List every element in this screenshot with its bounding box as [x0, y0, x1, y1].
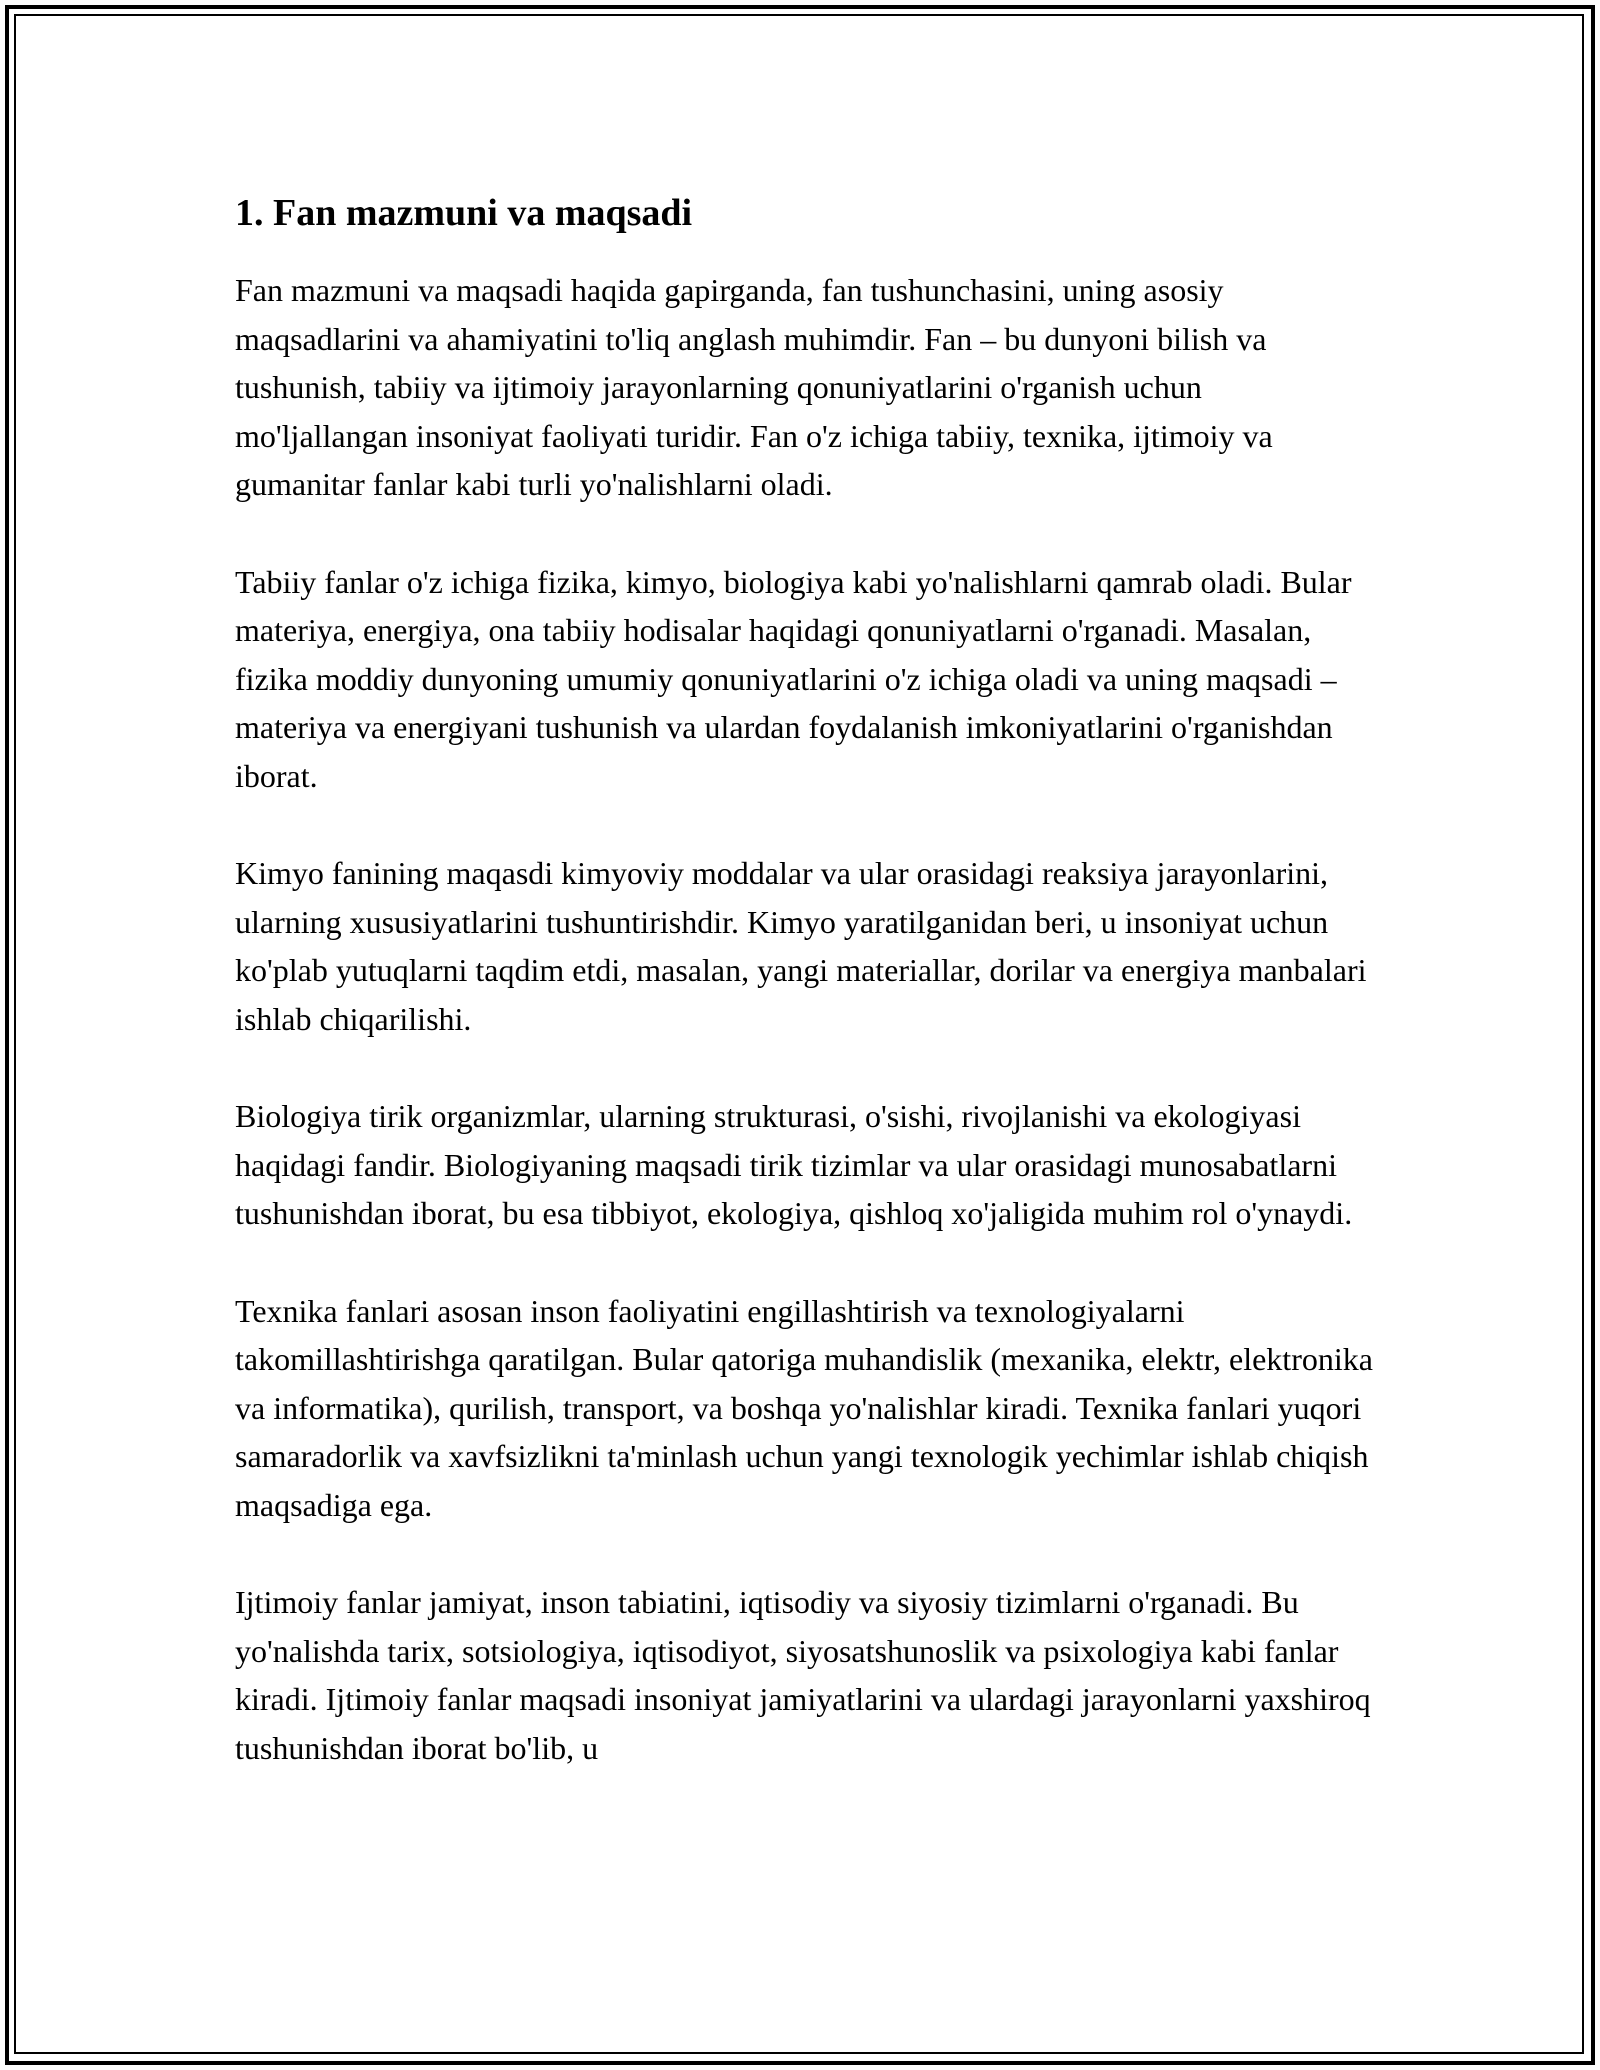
- document-body: [235, 186, 1375, 1821]
- paragraph-intro: Fan mazmuni va maqsadi haqida gapirganda, fan tushunchasini, uning asosiy maqsadlarini va ahamiyatini to'liq anglash muhimdir. Fan – bu dunyoni bilish va tushunish, tabiiy va ijtimoiy jarayonlarning qonuniyatlarini o'rganish uchun mo'ljallangan insoniyat faoliyati turidir. Fan o'z ichiga tabiiy, texnika, ijtimoiy va gumanitar fanlar kabi turli yo'nalishlarni oladi.: [235, 272, 1273, 502]
- section-heading: 1. Fan mazmuni va maqsadi: [235, 192, 693, 234]
- paragraph-social-sciences: Ijtimoiy fanlar jamiyat, inson tabiatini, iqtisodiy va siyosiy tizimlarni o'rganadi. Bu yo'nalishda tarix, sotsiologiya, iqtisodiyot, siyosatshunoslik va psixologiya kabi fanlar kiradi. Ijtimoiy fanlar maqsadi insoniyat jamiyatlarini va ulardagi jarayonlarni yaxshiroq tushunishdan iborat bo'lib, u: [235, 1584, 1371, 1766]
- paragraph-biology: Biologiya tirik organizmlar, ularning strukturasi, o'sishi, rivojlanishi va ekologiyasi haqidagi fandir. Biologiyaning maqsadi tirik tizimlar va ular orasidagi munosabatlarni tushunishdan iborat, bu esa tibbiyot, ekologiya, qishloq xo'jaligida muhim rol o'ynaydi.: [235, 1098, 1353, 1231]
- paragraph-technical-sciences: Texnika fanlari asosan inson faoliyatini engillashtirish va texnologiyalarni takomillashtirishga qaratilgan. Bular qatoriga muhandislik (mexanika, elektr, elektronika va informatika), qurilish, transport, va boshqa yo'nalishlar kiradi. Texnika fanlari yuqori samaradorlik va xavfsizlikni ta'minlash uchun yangi texnologik yechimlar ishlab chiqish maqsadiga ega.: [235, 1292, 1373, 1523]
- paragraph-natural-sciences: Tabiiy fanlar o'z ichiga fizika, kimyo, biologiya kabi yo'nalishlarni qamrab oladi. Bular materiya, energiya, ona tabiiy hodisalar haqidagi qonuniyatlarni o'rganadi. Masalan, fizika moddiy dunyoning umumiy qonuniyatlarini o'z ichiga oladi va uning maqsadi – materiya va energiyani tushunish va ulardan foydalanish imkoniyatlarini o'rganishdan iborat.: [235, 563, 1352, 794]
- paragraph-chemistry: Kimyo fanining maqasdi kimyoviy moddalar va ular orasidagi reaksiya jarayonlarini, ularning xususiyatlarini tushuntirishdir. Kimyo yaratilganidan beri, u insoniyat uchun ko'plab yutuqlarni taqdim etdi, masalan, yangi materiallar, dorilar va energiya manbalari ishlab chiqarilishi.: [235, 855, 1367, 1037]
